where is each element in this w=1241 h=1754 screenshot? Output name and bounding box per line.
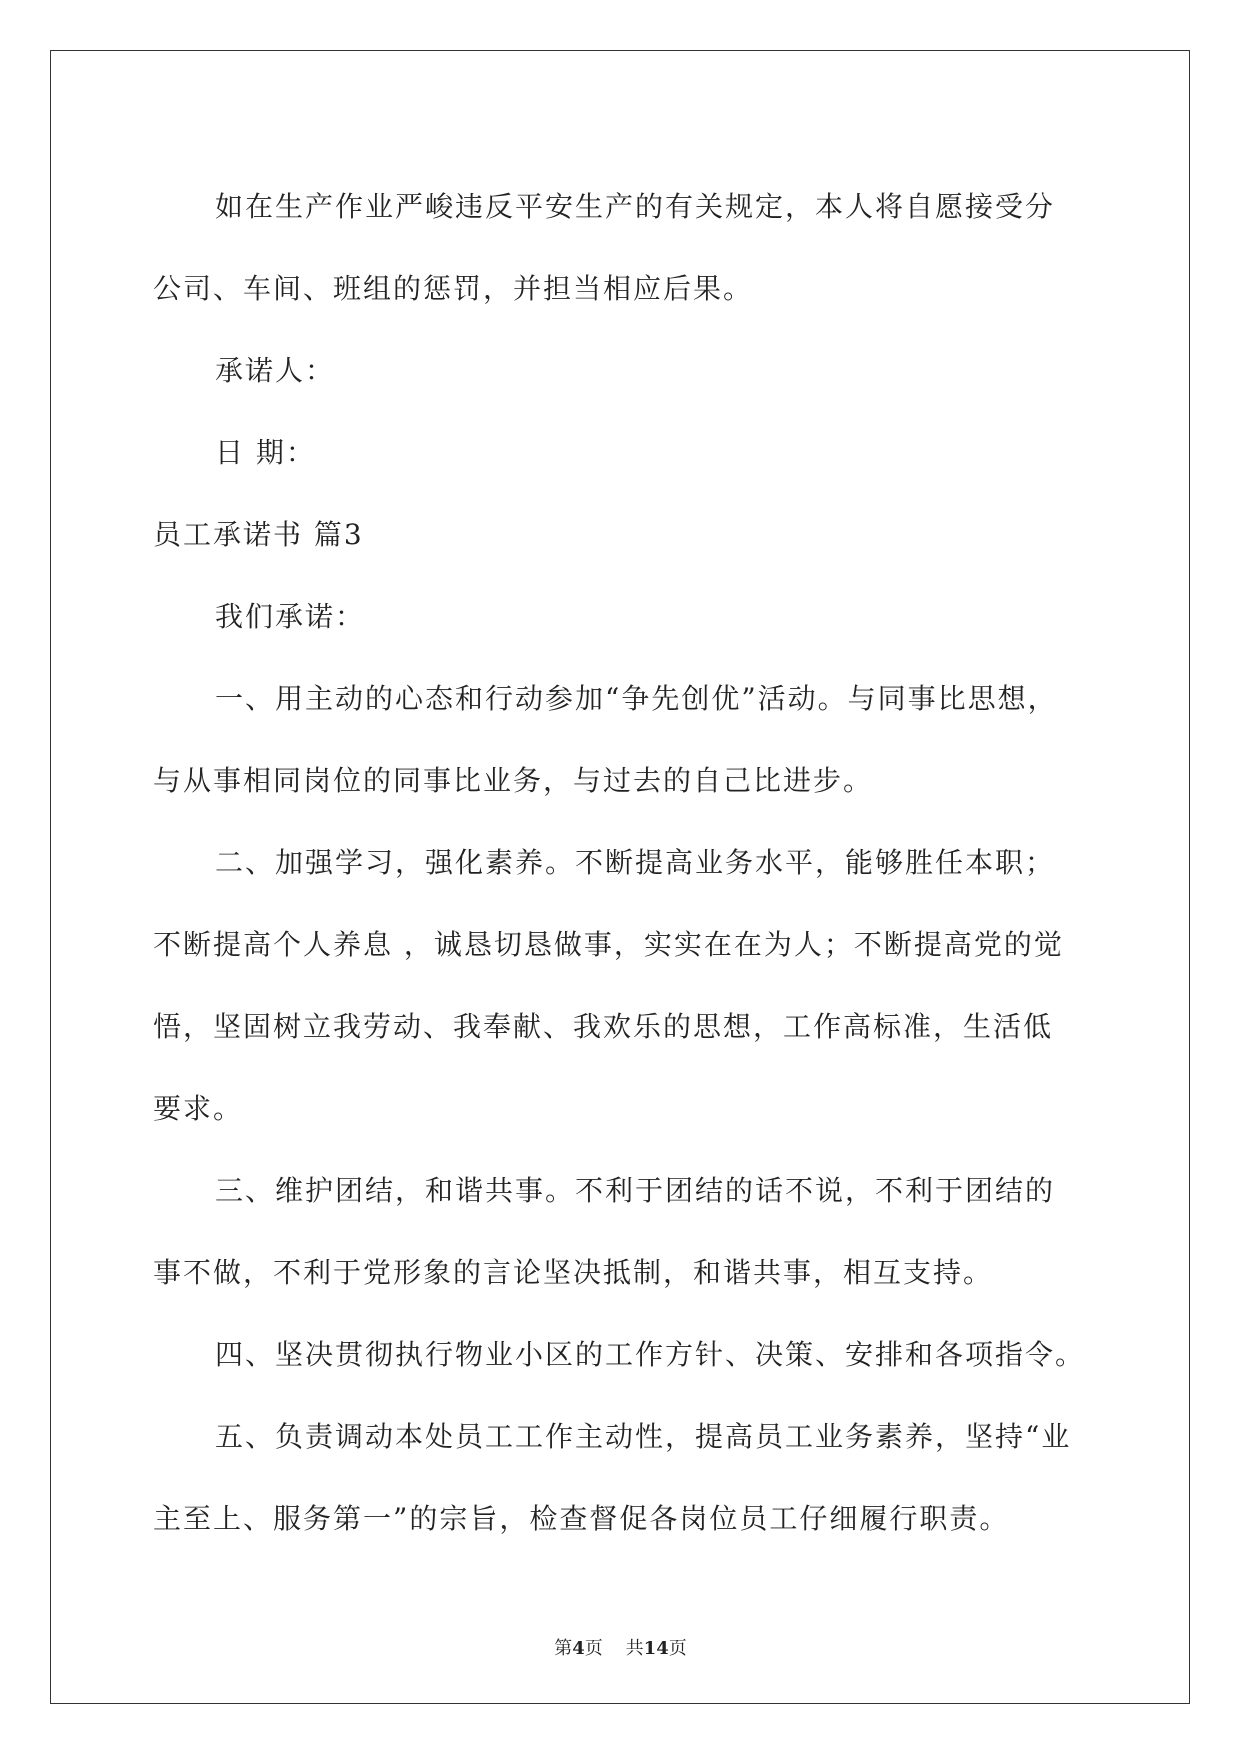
- paragraph-line: 如在生产作业严峻违反平安生产的有关规定，本人将自愿接受分: [215, 190, 1056, 223]
- paragraph-line: 我们承诺：: [215, 600, 366, 633]
- current-page-number: 4: [572, 1638, 585, 1659]
- paragraph-line: 五、负责调动本处员工工作主动性，提高员工业务素养，坚持“业: [215, 1420, 1072, 1453]
- total-pages-number: 14: [643, 1638, 669, 1659]
- footer-total-prefix: 共: [625, 1638, 644, 1659]
- paragraph-line: 不断提高个人养息 ，诚恳切恳做事，实实在在为人；不断提高党的觉: [153, 928, 1064, 961]
- footer-prefix: 第: [554, 1638, 573, 1659]
- section-heading: 员工承诺书 篇3: [153, 518, 364, 551]
- paragraph-line: 二、加强学习，强化素养。不断提高业务水平，能够胜任本职；: [215, 846, 1056, 879]
- paragraph-line: 一、用主动的心态和行动参加“争先创优”活动。与同事比思想，: [215, 682, 1058, 715]
- date-label: 日 期：: [215, 436, 316, 469]
- page-number-footer: [0, 1634, 1241, 1660]
- paragraph-line: 事不做，不利于党形象的言论坚决抵制，和谐共事，相互支持。: [153, 1256, 994, 1289]
- paragraph-line: 四、坚决贯彻执行物业小区的工作方针、决策、安排和各项指令。: [215, 1338, 1086, 1371]
- paragraph-line: 主至上、服务第一”的宗旨，检查督促各岗位员工仔细履行职责。: [153, 1502, 1010, 1535]
- paragraph-line: 三、维护团结，和谐共事。不利于团结的话不说，不利于团结的: [215, 1174, 1056, 1207]
- footer-total-suffix: 页: [668, 1638, 687, 1659]
- paragraph-line: 公司、车间、班组的惩罚，并担当相应后果。: [153, 272, 754, 305]
- paragraph-line: 要求。: [153, 1092, 244, 1125]
- paragraph-line: 悟，坚固树立我劳动、我奉献、我欢乐的思想，工作高标准，生活低: [153, 1010, 1054, 1043]
- signatory-label: 承诺人：: [215, 354, 336, 387]
- footer-page-word: 页: [584, 1638, 603, 1659]
- document-body: [153, 166, 1093, 1560]
- paragraph-line: 与从事相同岗位的同事比业务，与过去的自己比进步。: [153, 764, 874, 797]
